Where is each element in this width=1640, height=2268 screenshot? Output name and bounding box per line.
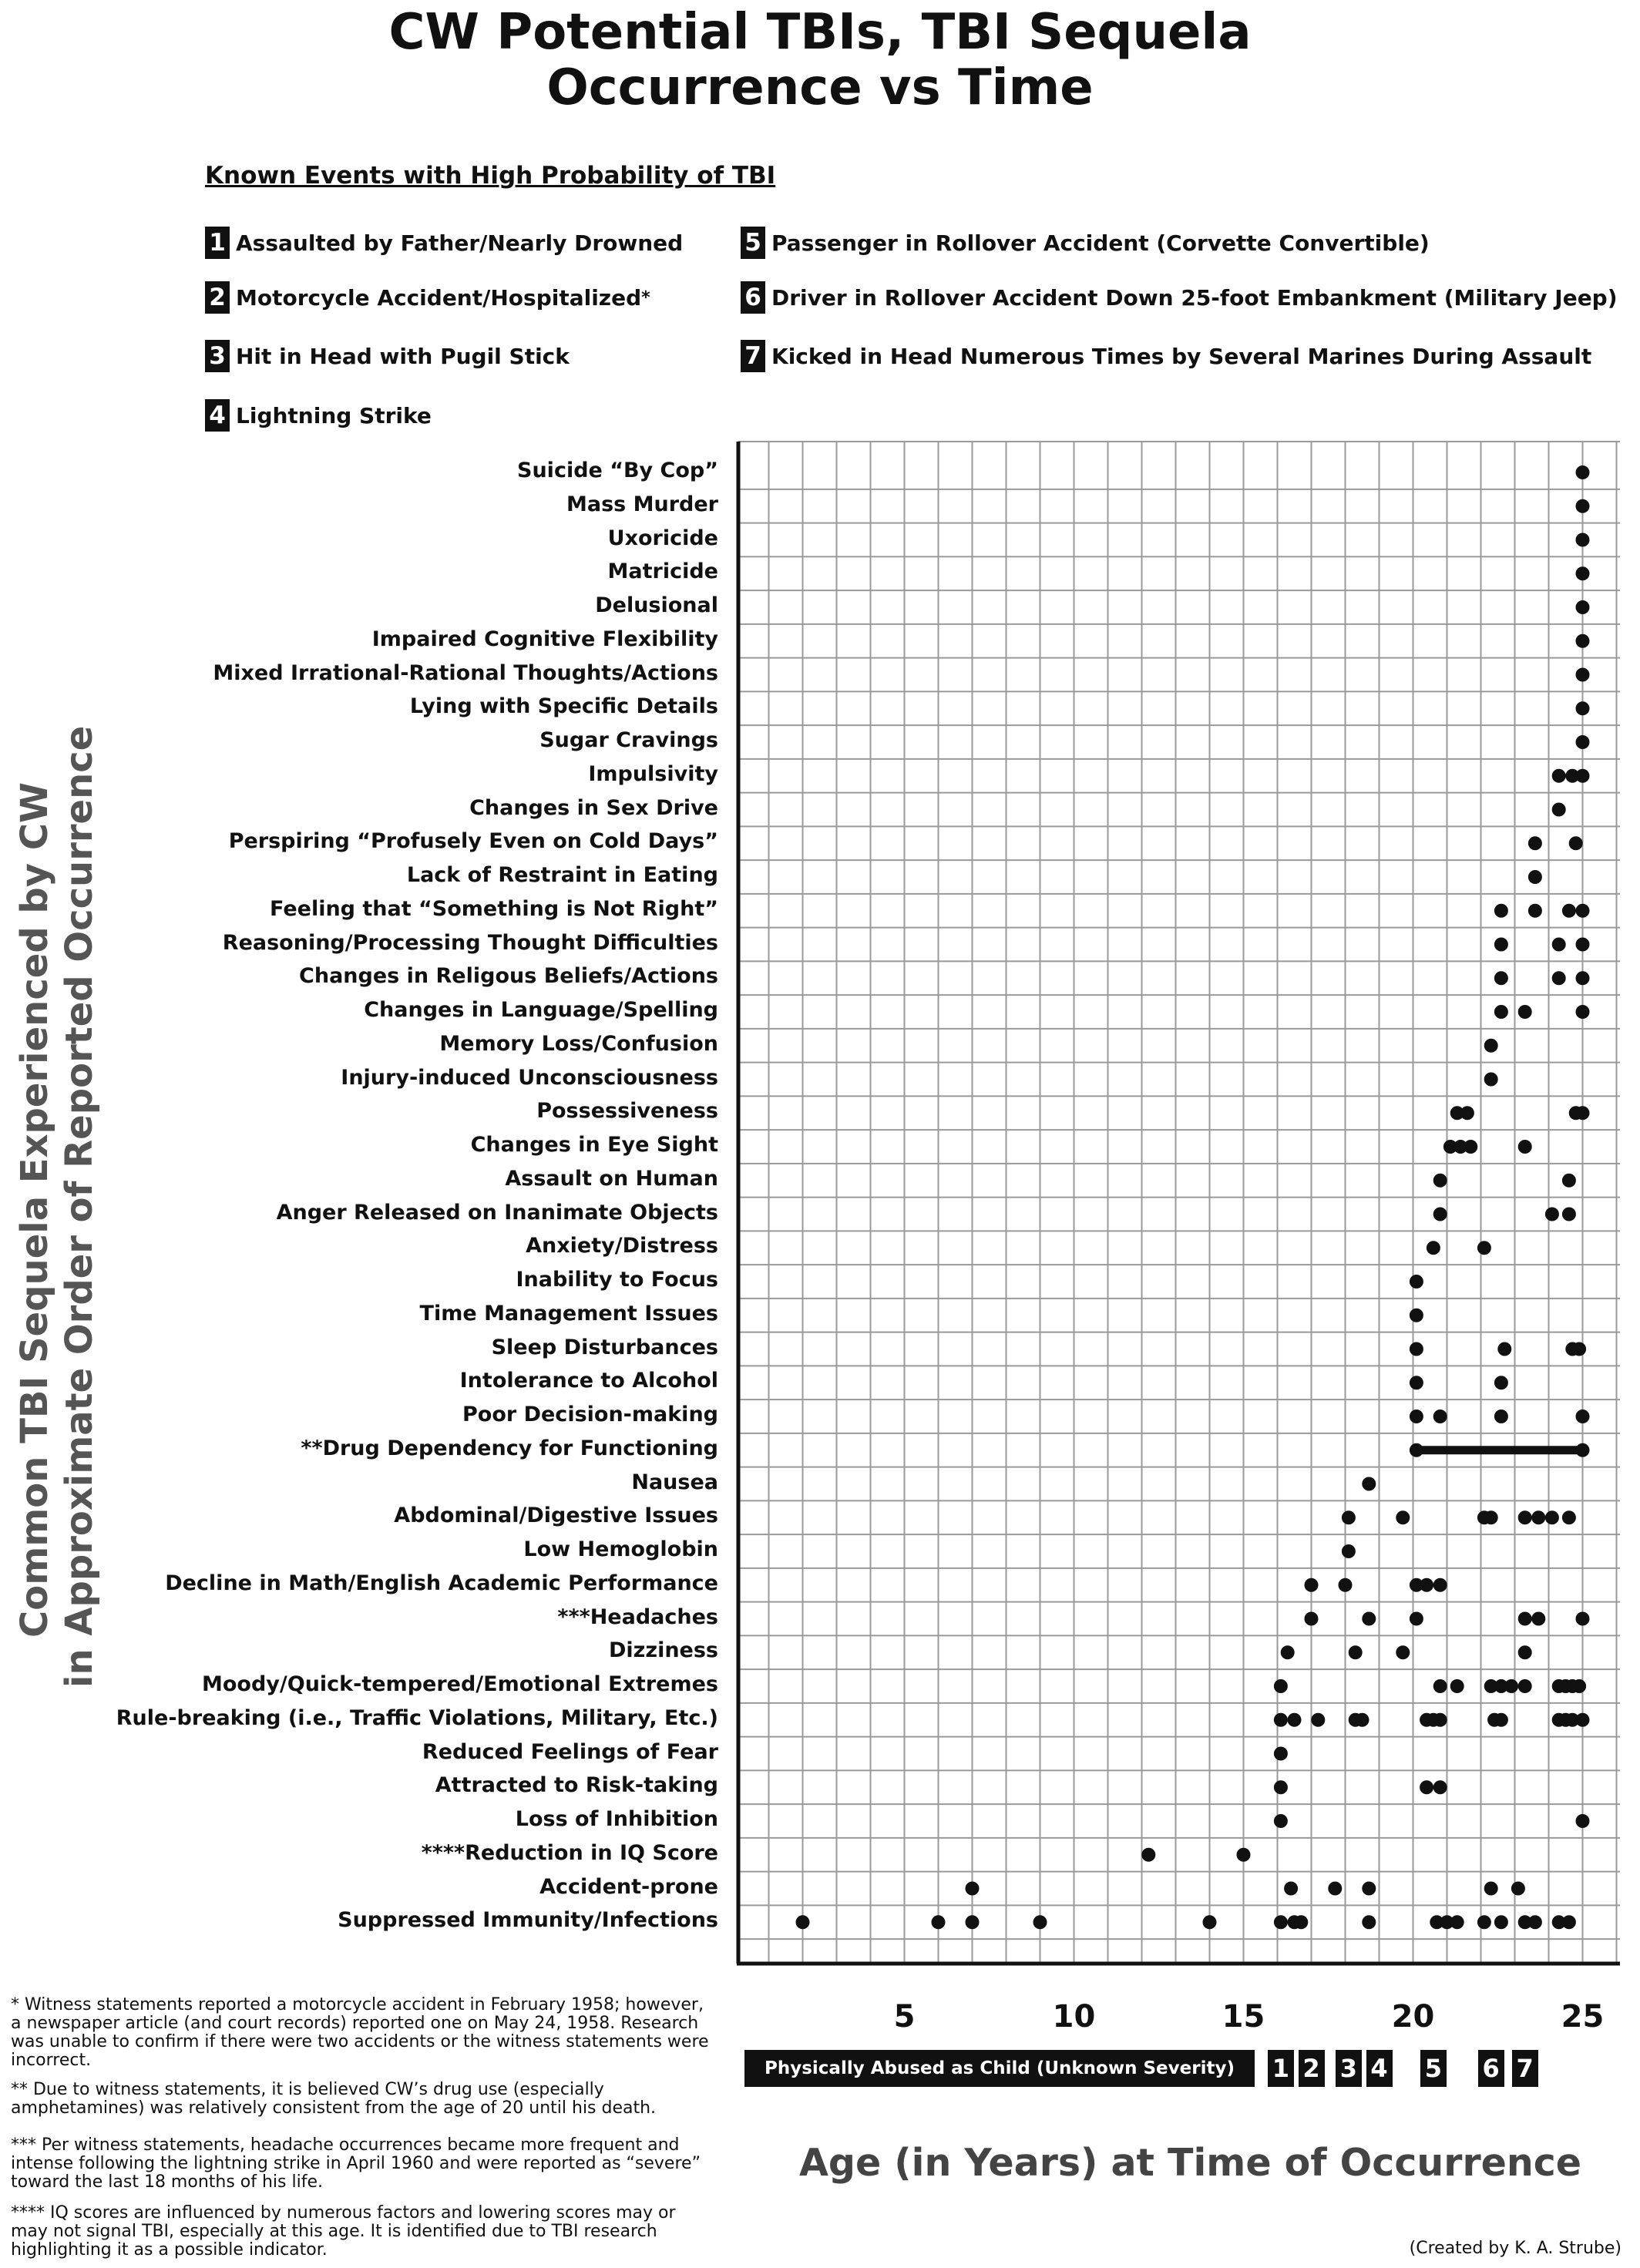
data-point <box>1576 1005 1590 1019</box>
event-label-7: Kicked in Head Numerous Times by Several Marines During Assault <box>771 343 1592 369</box>
data-point <box>1288 1713 1302 1727</box>
category-label: Matricide <box>607 559 718 584</box>
data-point <box>1433 1410 1447 1423</box>
data-point <box>1484 1073 1498 1087</box>
data-point <box>1528 1915 1542 1929</box>
category-label: Anxiety/Distress <box>526 1234 718 1258</box>
data-point <box>1464 1140 1477 1154</box>
event-marker-1: 1 <box>1268 2050 1294 2087</box>
data-point <box>1528 904 1542 918</box>
footnote-1: * Witness statements reported a motorcycle accident in February 1958; however, a newspaper article (and court records) reported one on May 24, 1958. Research was unable to confirm if there were two accidents or the witness statements were incorrect. <box>11 1995 709 2070</box>
category-label: Intolerance to Alcohol <box>459 1369 718 1393</box>
data-point <box>1576 634 1590 648</box>
data-point <box>1576 668 1590 682</box>
data-point <box>1576 938 1590 952</box>
data-point <box>1562 1174 1576 1188</box>
data-point <box>1484 1882 1498 1896</box>
data-point <box>1494 1410 1508 1423</box>
data-point <box>1427 1241 1440 1255</box>
event-number-4: 4 <box>205 399 230 432</box>
data-point <box>1342 1510 1356 1524</box>
data-point <box>1562 1915 1576 1929</box>
data-point <box>1576 1106 1590 1120</box>
event-label-6: Driver in Rollover Accident Down 25-foot Embankment (Military Jeep) <box>771 284 1618 311</box>
data-point <box>1339 1578 1353 1592</box>
data-point <box>1484 1510 1498 1524</box>
data-point <box>1433 1208 1447 1221</box>
category-label: Suppressed Immunity/Infections <box>338 1908 718 1933</box>
data-point <box>966 1915 980 1929</box>
data-point <box>1528 870 1542 884</box>
data-point <box>1545 1510 1559 1524</box>
data-point <box>1576 465 1590 479</box>
data-point <box>1311 1713 1325 1727</box>
data-point <box>932 1915 946 1929</box>
event-label-3: Hit in Head with Pugil Stick <box>236 343 570 369</box>
data-point <box>1494 1005 1508 1019</box>
data-point <box>1518 1005 1532 1019</box>
category-label: Sleep Disturbances <box>491 1335 718 1359</box>
category-label: Delusional <box>595 593 718 617</box>
data-point <box>1342 1544 1356 1558</box>
event-number-7: 7 <box>741 340 765 372</box>
data-point <box>1562 1510 1576 1524</box>
data-point <box>1576 971 1590 985</box>
event-marker-2: 2 <box>1299 2050 1325 2087</box>
data-point <box>1362 1882 1376 1896</box>
data-point <box>1450 1915 1464 1929</box>
category-label: Anger Released on Inanimate Objects <box>276 1200 718 1225</box>
data-point <box>1576 735 1590 749</box>
chart-title-line1: CW Potential TBIs, TBI Sequela <box>388 4 1252 61</box>
data-point <box>1518 1510 1532 1524</box>
footnote-2: ** Due to witness statements, it is believed CW’s drug use (especially amphetamines) was relatively consistent from the age of 20 until his death. <box>11 2080 657 2118</box>
category-label: Impaired Cognitive Flexibility <box>371 627 718 651</box>
data-point <box>1552 769 1566 783</box>
event-marker-6: 6 <box>1478 2050 1504 2087</box>
data-point <box>1562 904 1576 918</box>
category-label: Reduced Feelings of Fear <box>422 1739 718 1764</box>
category-label: Moody/Quick-tempered/Emotional Extremes <box>201 1672 718 1696</box>
data-point <box>1545 1208 1559 1221</box>
data-point <box>1396 1510 1410 1524</box>
event-number-3: 3 <box>205 340 230 372</box>
data-point <box>1450 1679 1464 1693</box>
data-point <box>1494 1376 1508 1389</box>
data-point <box>1033 1915 1047 1929</box>
data-point <box>1531 1612 1545 1626</box>
category-label: Poor Decision-making <box>462 1403 718 1426</box>
category-label: Uxoricide <box>607 526 718 550</box>
data-point <box>1511 1882 1525 1896</box>
data-point <box>1410 1342 1423 1356</box>
category-label: Inability to Focus <box>516 1268 718 1292</box>
data-point <box>1274 1915 1288 1929</box>
data-point <box>1477 1241 1491 1255</box>
x-tick-label: 20 <box>1391 1999 1435 2034</box>
data-point <box>1410 1376 1423 1389</box>
data-point <box>1477 1915 1491 1929</box>
data-point <box>1484 1039 1498 1053</box>
event-marker-5: 5 <box>1420 2050 1447 2087</box>
data-point <box>1433 1780 1447 1794</box>
data-point <box>1552 938 1566 952</box>
data-point <box>1433 1679 1447 1693</box>
category-label: Mixed Irrational-Rational Thoughts/Actions <box>213 660 718 685</box>
data-point <box>1281 1645 1295 1659</box>
data-point <box>1497 1342 1511 1356</box>
y-axis-label-line2: in Approximate Order of Reported Occurrence <box>58 725 101 1688</box>
data-point <box>1572 1342 1586 1356</box>
category-label: Assault on Human <box>505 1166 718 1191</box>
x-tick-label: 25 <box>1561 1999 1605 2034</box>
event-label-1: Assaulted by Father/Nearly Drowned <box>236 230 684 256</box>
category-label: Changes in Religous Beliefs/Actions <box>299 964 718 989</box>
data-point <box>966 1882 980 1896</box>
data-point <box>1410 1612 1423 1626</box>
data-point <box>1494 938 1508 952</box>
data-point <box>1305 1612 1319 1626</box>
data-point <box>1504 1679 1518 1693</box>
x-tick-label: 5 <box>893 1999 916 2034</box>
event-label-2: Motorcycle Accident/Hospitalized <box>236 284 642 311</box>
data-point <box>1274 1747 1288 1761</box>
category-label: **Drug Dependency for Functioning <box>301 1436 718 1460</box>
data-point <box>1576 1713 1590 1727</box>
abuse-period-bar: Physically Abused as Child (Unknown Severity) <box>744 2050 1255 2087</box>
data-point <box>1284 1882 1298 1896</box>
category-label: Dizziness <box>608 1638 718 1663</box>
category-label: Abdominal/Digestive Issues <box>394 1504 718 1528</box>
data-point <box>1274 1814 1288 1828</box>
data-point <box>1362 1612 1376 1626</box>
category-label: Changes in Sex Drive <box>469 795 718 820</box>
data-point <box>1433 1713 1447 1727</box>
credit-text: (Created by K. A. Strube) <box>1409 2239 1622 2258</box>
data-point <box>1410 1443 1423 1457</box>
category-label: Attracted to Risk-taking <box>435 1773 718 1798</box>
category-label: Reasoning/Processing Thought Difficulties <box>222 930 718 955</box>
data-point <box>1576 1612 1590 1626</box>
footnote-4: **** IQ scores are influenced by numerous factors and lowering scores may or may not signal TBI, especially at this age. It is identified due to TBI research highlighting it as a possible indicator. <box>11 2203 676 2260</box>
category-label: Mass Murder <box>566 492 718 516</box>
event-number-2: 2 <box>205 281 230 314</box>
event-footnote-mark-2: * <box>641 287 650 307</box>
data-point <box>1410 1275 1423 1289</box>
category-label: Injury-induced Unconsciousness <box>341 1065 718 1090</box>
x-axis-label: Age (in Years) at Time of Occurrence <box>799 2141 1582 2185</box>
data-point <box>1237 1848 1251 1862</box>
footnote-3: *** Per witness statements, headache occurrences became more frequent and intense following the lightning strike in April 1960 and were reported as “severe” toward the last 18 months of his life. <box>11 2135 701 2192</box>
data-point <box>1294 1915 1308 1929</box>
data-point <box>1576 499 1590 513</box>
category-label: Time Management Issues <box>419 1301 718 1326</box>
data-point <box>1518 1612 1532 1626</box>
data-point <box>1141 1848 1155 1862</box>
data-point <box>1528 836 1542 850</box>
data-point <box>1410 1309 1423 1322</box>
data-point <box>1362 1915 1376 1929</box>
data-point <box>1576 533 1590 547</box>
data-point <box>796 1915 810 1929</box>
category-label: Loss of Inhibition <box>515 1807 718 1831</box>
data-point <box>1518 1645 1532 1659</box>
data-point <box>1396 1645 1410 1659</box>
data-point <box>1576 1443 1590 1457</box>
data-point <box>1518 1140 1532 1154</box>
data-point <box>1274 1780 1288 1794</box>
data-point <box>1274 1679 1288 1693</box>
data-point <box>1576 566 1590 580</box>
data-point <box>1410 1410 1423 1423</box>
y-axis-label-line1: Common TBI Sequela Experienced by CW <box>13 782 56 1638</box>
data-point <box>1518 1679 1532 1693</box>
category-label: Suicide “By Cop” <box>517 459 718 482</box>
category-label: Feeling that “Something is Not Right” <box>269 896 718 921</box>
chart-title-line2: Occurrence vs Time <box>546 59 1094 116</box>
event-marker-4: 4 <box>1366 2050 1393 2087</box>
event-number-1: 1 <box>205 227 230 259</box>
data-point <box>1420 1578 1433 1592</box>
category-label: Possessiveness <box>536 1099 718 1124</box>
data-point <box>1494 1713 1508 1727</box>
data-point <box>1576 1814 1590 1828</box>
data-point <box>1460 1106 1474 1120</box>
category-label: Sugar Cravings <box>539 728 718 752</box>
category-label: Low Hemoglobin <box>523 1537 718 1561</box>
data-point <box>1305 1578 1319 1592</box>
data-point <box>1349 1645 1363 1659</box>
category-label: Impulsivity <box>588 761 718 786</box>
data-point <box>1362 1477 1376 1491</box>
event-marker-3: 3 <box>1336 2050 1362 2087</box>
category-label: Nausea <box>631 1470 718 1494</box>
events-heading: Known Events with High Probability of TBI <box>205 162 776 190</box>
category-label: Rule-breaking (i.e., Traffic Violations, Military, Etc.) <box>116 1705 718 1730</box>
category-label: Lack of Restraint in Eating <box>406 863 718 887</box>
data-point <box>1356 1713 1369 1727</box>
data-point <box>1552 971 1566 985</box>
x-tick-label: 15 <box>1222 1999 1265 2034</box>
data-point <box>1494 1915 1508 1929</box>
data-point <box>1274 1713 1288 1727</box>
event-marker-7: 7 <box>1512 2050 1538 2087</box>
data-point <box>1576 701 1590 715</box>
category-label: ***Headaches <box>557 1604 718 1629</box>
x-tick-label: 10 <box>1052 1999 1096 2034</box>
data-point <box>1328 1882 1342 1896</box>
category-label: Memory Loss/Confusion <box>439 1031 718 1056</box>
data-point <box>1562 1208 1576 1221</box>
data-point <box>1420 1780 1433 1794</box>
event-number-6: 6 <box>741 281 765 314</box>
data-point <box>1576 769 1590 783</box>
data-point <box>1576 904 1590 918</box>
category-label: Changes in Eye Sight <box>470 1133 718 1157</box>
event-label-4: Lightning Strike <box>236 402 432 428</box>
data-point <box>1531 1510 1545 1524</box>
data-point <box>1572 1679 1586 1693</box>
data-point <box>1494 904 1508 918</box>
event-label-5: Passenger in Rollover Accident (Corvette Convertible) <box>771 230 1430 256</box>
data-point <box>1569 836 1583 850</box>
data-point <box>1203 1915 1217 1929</box>
category-label: Perspiring “Profusely Even on Cold Days” <box>228 829 718 854</box>
data-point <box>1576 1410 1590 1423</box>
category-label: Decline in Math/English Academic Performance <box>165 1571 718 1595</box>
category-label: Changes in Language/Spelling <box>364 998 718 1022</box>
category-label: Lying with Specific Details <box>409 694 718 719</box>
data-point <box>1433 1174 1447 1188</box>
data-point <box>1494 971 1508 985</box>
data-point <box>1576 600 1590 614</box>
category-label: ****Reduction in IQ Score <box>421 1840 718 1865</box>
event-number-5: 5 <box>741 227 765 259</box>
data-point <box>1552 803 1566 817</box>
data-point <box>1433 1578 1447 1592</box>
category-label: Accident-prone <box>539 1874 718 1899</box>
